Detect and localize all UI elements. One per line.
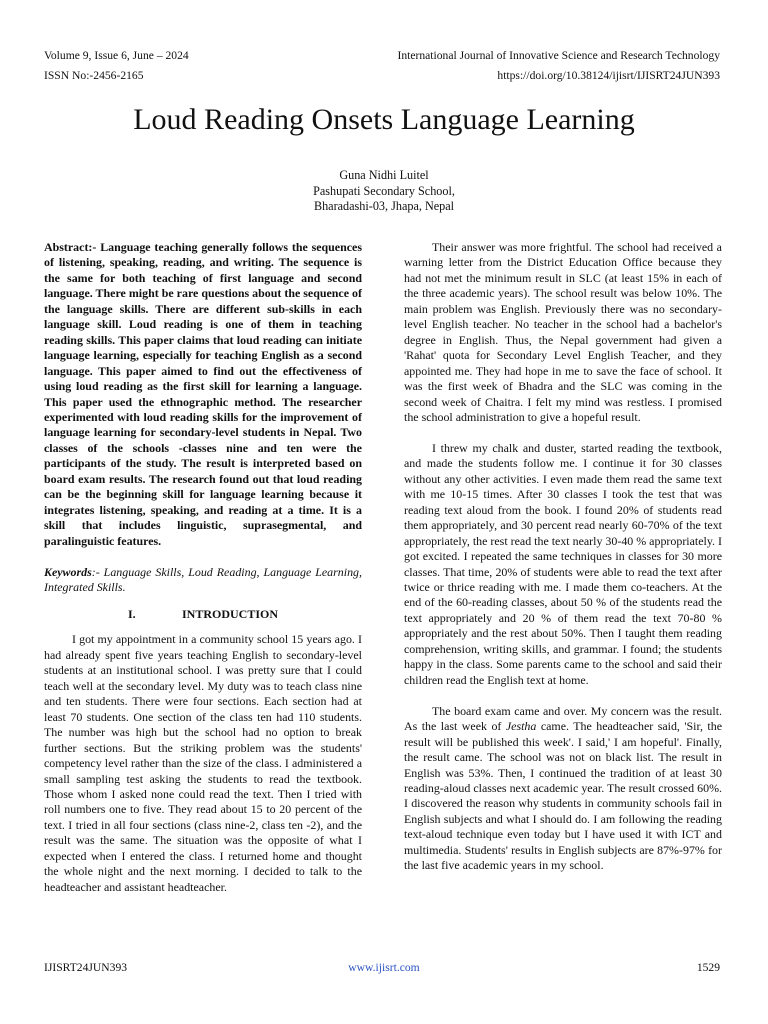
- keywords-text: :- Language Skills, Loud Reading, Language Learning, Integrated Skills.: [44, 564, 362, 595]
- author-address: Bharadashi-03, Jhapa, Nepal: [313, 199, 455, 214]
- section-heading: [44, 607, 362, 622]
- paragraph-2: I threw my chalk and duster, started reading the textbook, and made the students follow me. I continue it for 30 classes without any other activities. I even made them read the same text with me 10-15 times. After 30 classes I took the test that was reading text aloud from the book. I found 20% of students read them appropriately, and 30 percent read nearly 60-70% of the text appropriately, the rest read the text nearly 30-40 % appropriately. I got excited. I repeated the same techniques in classes for 30 more classes. That time, 20% of students were able to read the text after twice or thrice reading with me. I made them co-teachers. At the end of the 60-reading classes, about 50 % of the students read the text appropriately and 20 % of them read the text 70-80 % appropriately and the rest about 50%. Then I taught them reading comprehension, writing skills, and grammar. I found; the students happy in the class. Some parents came to the school and said their children read the English text at home.: [404, 440, 722, 687]
- author-block: [0, 168, 768, 215]
- abstract: [44, 240, 362, 549]
- jestha-term: Jestha: [505, 719, 537, 734]
- paragraph-3: [404, 704, 722, 874]
- right-column: [404, 240, 722, 874]
- paragraph-3-start: The board exam came and over. My concern was the result. As the last week of: [404, 703, 722, 734]
- paragraph-3-end: came. The headteacher said, 'Sir, the result will be published this week'. I said,' I am hopeful'. Finally, the result came. The school was not on black list. The result in English was 53%. Then, I continued the tradition of at least 30 reading-aloud classes next academic year. The result crossed 60%. I discovered the reason why students in community schools fail in English subjects and what I should do. I am following the reading text-aloud technique even today but I have used it with ICT and multimedia. Students' results in English subjects are 87%-97% for the last five academic years in my school.: [404, 719, 722, 873]
- footer-paper-id: IJISRT24JUN393: [44, 961, 128, 974]
- abstract-text: Language teaching generally follows the sequences of listening, speaking, reading, and writing. The sequence is the same for both teaching of first language and second language. There might be rare questions about the sequence of the language skills. There are different sub-skills in each language skill. Loud reading is one of them in teaching reading skills. This paper claims that loud reading can initiate language learning, especially for teaching English as a second language. This paper aimed to find out the effectiveness of using loud reading as the first skill for learning a language. This paper used the ethnographic method. The researcher experimented with loud reading skills for the improvement of language learning for secondary-level students in Nepal. Two classes of the schools -classes nine and ten were the participants of the study. The result is interpreted based on board exam results. The research found out that loud reading can be the beginning skill for language learning because it integrates listening, speaking, and reading at a time. It is a skill that includes linguistic, suprasegmental, and paralinguistic features.: [44, 240, 362, 548]
- journal-name: International Journal of Innovative Science and Research Technology: [397, 49, 720, 62]
- abstract-label: Abstract:-: [44, 240, 97, 254]
- paragraph-1: Their answer was more frightful. The school had received a warning letter from the District Education Office because they had not met the minimum result in SLC (at least 15% in each of the three academic years). The school result was below 10%. The main problem was English. Previously there was no secondary-level English teacher. No teacher in the school had a bachelor's degree in English. Thus, the Nepal government had given a 'Rahat' quota for Secondary Level English Teacher, and they appointed me. They had hope in me to save the face of school. It was the first week of Bhadra and the SLC was coming in the second week of Chaitra. I felt my mind was restless. I promised the school administration to give a hopeful result.: [404, 240, 722, 424]
- doi-link[interactable]: https://doi.org/10.38124/ijisrt/IJISRT24JUN393: [497, 69, 720, 82]
- paper-title: Loud Reading Onsets Language Learning: [133, 103, 635, 136]
- keywords: [44, 565, 362, 596]
- keywords-label: Keywords: [44, 564, 92, 579]
- page-number: 1529: [696, 961, 720, 974]
- footer-website-link[interactable]: www.ijisrt.com: [348, 961, 420, 974]
- volume-info: Volume 9, Issue 6, June – 2024: [44, 49, 189, 62]
- section-title: INTRODUCTION: [181, 607, 278, 622]
- author-name: Guna Nidhi Luitel: [339, 168, 429, 182]
- intro-paragraph: I got my appointment in a community school 15 years ago. I had already spent five years teaching English to secondary-level students at an institutional school. I was pretty sure that I could teach well at the secondary level. My duty was to teach class nine and ten students. There were four sections. Each section had at least 70 students. One section of the class ten had 110 students. The number was high but the school had no option to break further sections. But the striking problem was the students' competency level rather than the size of the class. I administered a small sampling test asking the students to read the textbook. Those whom I asked none could read the text. Then I tried with roll numbers one to five. They read about 15 to 20 percent of the text. I tried in all four sections (class nine-2, class ten -2), and the result was the same. The situation was the opposite of what I expected when I entered the class. I returned home and thought the whole night and the next morning. I decided to talk to the headteacher and assistant headteacher.: [44, 632, 362, 894]
- author-affiliation: Pashupati Secondary School,: [313, 183, 455, 198]
- section-number: I.: [127, 607, 136, 622]
- left-column: [44, 240, 362, 895]
- issn: ISSN No:-2456-2165: [44, 69, 144, 82]
